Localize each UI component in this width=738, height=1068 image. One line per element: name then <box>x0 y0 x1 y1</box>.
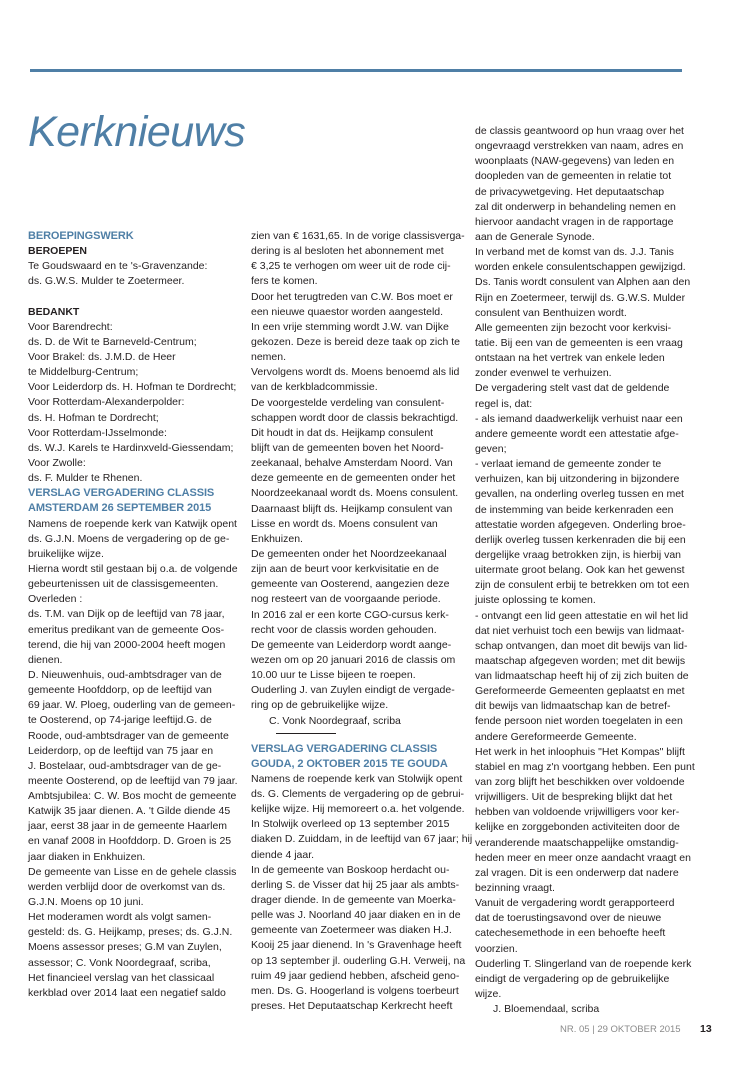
text-line: Te Goudswaard en te 's-Gravenzande: <box>28 260 208 273</box>
text-line: Lisse en wordt ds. Moens consulent van <box>251 517 438 530</box>
text-line: ds. F. Mulder te Rhenen. <box>28 472 143 485</box>
text-line: De gemeente van Leiderdorp wordt aange- <box>251 638 452 651</box>
text-line: aan de Generale Synode. <box>475 230 595 243</box>
text-line: zeekanaal, behalve Amsterdam Noord. Van <box>251 457 453 470</box>
text-line: dering is al besloten het abonnement met <box>251 245 444 258</box>
text-line: fende persoon niet worden toegelaten in een <box>475 715 683 728</box>
text-line: de instemming van beide kerkenraden een <box>475 503 674 516</box>
text-line: gevallen, na onderling overleg tussen en met <box>475 488 684 501</box>
text-line: drager diende. In de gemeente van Moerka- <box>251 894 456 907</box>
text-line: nog resteert van de voorgaande periode. <box>251 593 441 606</box>
text-line: fers te komen. <box>251 275 318 288</box>
text-line: Door het terugtreden van C.W. Bos moet er <box>251 290 453 303</box>
text-line: doopleden van de gemeenten in relatie tot <box>475 170 672 183</box>
section-heading: VERSLAG VERGADERING CLASSIS <box>251 742 438 755</box>
text-line: hiervoor aandacht vragen in de rapportage <box>475 215 674 228</box>
text-line: stabiel en mag z'n voortgang hebben. Een punt <box>475 760 695 773</box>
text-line: dat de toerustingsavond over de nieuwe <box>475 912 662 925</box>
text-line: D. Nieuwenhuis, oud-ambtsdrager van de <box>28 668 222 681</box>
text-line: gemeente van Oosterend, aangezien deze <box>251 578 450 591</box>
text-line: Namens de roepende kerk van Stolwijk opent <box>251 772 463 785</box>
text-line: dat niet verhuist toch een bewijs van lidmaat- <box>475 624 685 637</box>
text-line: de classis geantwoord op hun vraag over het <box>475 125 684 137</box>
text-line: zonder evenwel te verhuizen. <box>475 367 612 380</box>
text-line: vrijwilligers. Uit de bespreking blijkt dat het <box>475 791 673 804</box>
text-line: Het werk in het inloophuis "Het Kompas" blijft <box>475 745 685 758</box>
section-heading: VERSLAG VERGADERING CLASSIS <box>28 487 215 500</box>
text-line: Kooij 25 jaar dienend. In 's Gravenhage heeft <box>251 939 462 952</box>
text-line: zijn aan de beurt voor kerkvisitatie en de <box>251 563 439 576</box>
column-3 <box>475 124 695 1017</box>
issue-info: NR. 05 | 29 OKTOBER 2015 <box>560 1024 681 1035</box>
top-rule <box>30 69 682 72</box>
text-line: zijn de consulent erbij te betrekken om tot een <box>475 579 690 592</box>
text-line: zal vragen. Dit is een onderwerp dat nadere <box>475 866 679 879</box>
text-line: verhuizen, kan bij uitzondering in bijzondere <box>475 473 680 486</box>
subheading: BEROEPEN <box>28 245 87 258</box>
text-line: recht voor de classis worden gehouden. <box>251 623 437 636</box>
text-line: Ds. Tanis wordt consulent van Alphen aan den <box>475 276 691 289</box>
text-line: Voor Rotterdam-IJsselmonde: <box>28 426 167 439</box>
text-line: geven; <box>475 442 507 455</box>
text-line: pelle was J. Noorland 40 jaar diaken en in de <box>251 909 461 922</box>
section-heading: GOUDA, 2 OKTOBER 2015 TE GOUDA <box>251 757 448 770</box>
text-line: schap ontvangen, dan moet dit bewijs van lid- <box>475 639 688 652</box>
text-line: Katwijk 35 jaar dienen. A. 't Gilde diende 45 <box>28 805 231 818</box>
text-line: J. Bostelaar, oud-ambtsdrager van de ge- <box>28 759 222 772</box>
text-line: van de kerkbladcommissie. <box>251 381 378 394</box>
text-line: Namens de roepende kerk van Katwijk opent <box>28 517 237 530</box>
text-line: De gemeente van Lisse en de gehele classis <box>28 865 237 878</box>
text-line: meente Oosterend, op de leeftijd van 79 jaar. <box>28 774 238 787</box>
text-line: ds. G.W.S. Mulder te Zoetermeer. <box>28 275 185 288</box>
text-line: Overleden : <box>28 593 83 606</box>
text-line: attestatie worden afgegeven. Onderling broe- <box>475 518 686 531</box>
text-line: Voor Brakel: ds. J.M.D. de Heer <box>28 350 176 363</box>
text-line: woonplaats (NAW-gegevens) van leden en <box>475 155 675 168</box>
text-line: hebben van voldoende vrijwilligers voor ker- <box>475 806 680 819</box>
text-line: en vanaf 2008 in Hoofddorp. D. Groen is 25 <box>28 835 232 848</box>
text-line: tatie. Bij een van de gemeenten is een vraag <box>475 336 683 349</box>
text-line: Voor Zwolle: <box>28 456 86 469</box>
text-line: gebeurtenissen uit de classisgemeenten. <box>28 578 219 591</box>
page-number: 13 <box>700 1023 712 1035</box>
section-divider <box>276 733 336 734</box>
text-line: ontstaan na het vertrek van enkele leden <box>475 352 665 365</box>
text-line: - ontvangt een lid geen attestatie en wil het lid <box>475 609 689 622</box>
text-line: ongevraagd verstrekken van naam, adres en <box>475 140 684 153</box>
text-line: Voor Leiderdorp ds. H. Hofman te Dordrecht; <box>28 381 237 394</box>
text-line: ds. H. Hofman te Dordrecht; <box>28 411 159 424</box>
text-line: gemeente van Zoetermeer was diaken H.J. <box>251 924 452 937</box>
text-line: € 3,25 te verhogen om weer uit de rode cij- <box>251 260 451 273</box>
text-line: te Middelburg-Centrum; <box>28 366 139 379</box>
text-line: Daarnaast blijft ds. Heijkamp consulent van <box>251 502 453 515</box>
text-line: op 13 september jl. ouderling G.H. Verweij, na <box>251 954 466 967</box>
text-line: - verlaat iemand de gemeente zonder te <box>475 458 662 471</box>
text-line: eindigt de vergadering op de gebruikelijke <box>475 972 670 985</box>
text-line: ds. G.J.N. Moens de vergadering op de ge- <box>28 532 230 545</box>
text-line: - als iemand daadwerkelijk verhuist naar een <box>475 412 683 425</box>
signature: J. Bloemendaal, scriba <box>493 1003 600 1016</box>
text-line: diaken D. Zuiddam, in de leeftijd van 67 jaar; hij <box>251 833 473 846</box>
text-line: jaar diaken in Enkhuizen. <box>28 850 146 863</box>
text-line: van lidmaatschap heeft hij of zij zich buiten de <box>475 670 689 683</box>
text-line: worden enkele consulentschappen gewijzigd. <box>475 261 686 274</box>
text-line: schappen wordt door de classis bekrachtigd. <box>251 411 459 424</box>
text-line: Ouderling J. van Zuylen eindigt de vergade- <box>251 684 455 697</box>
text-line: werden verblijd door de overkomst van ds. <box>28 880 226 893</box>
text-line: In de gemeente van Boskoop herdacht ou- <box>251 863 450 876</box>
text-line: van zorg blijft het beschikken over voldoende <box>475 776 685 789</box>
text-line: gekozen. Deze is bereid deze taak op zich te <box>251 335 460 348</box>
text-line: Ambtsjubilea: C. W. Bos mocht de gemeente <box>28 790 237 803</box>
text-line: assessor; C. Vonk Noordegraaf, scriba, <box>28 956 211 969</box>
text-line: derling S. de Visser dat hij 25 jaar als ambts- <box>251 878 460 891</box>
text-line: dienen. <box>28 653 63 666</box>
text-line: wijze. <box>475 988 502 1001</box>
text-line: De gemeenten onder het Noordzeekanaal <box>251 547 447 560</box>
text-line: de privacywetgeving. Het deputaatschap <box>475 185 665 198</box>
text-line: zal dit onderwerp in behandeling nemen en <box>475 200 676 213</box>
page-title: Kerknieuws <box>28 108 246 156</box>
text-line: G.J.N. Moens op 10 juni. <box>28 896 144 909</box>
text-line: De voorgestelde verdeling van consulent- <box>251 396 445 409</box>
text-line: Roode, oud-ambtsdrager van de gemeente <box>28 729 229 742</box>
text-line: Dit houdt in dat ds. Heijkamp consulent <box>251 426 434 439</box>
text-line: jaar, eerst 38 jaar in de gemeente Haarlem <box>28 820 228 833</box>
text-line: 10.00 uur te Lisse bijeen te roepen. <box>251 669 416 682</box>
text-line: dit bewijs van lidmaatschap kan de betref- <box>475 700 671 713</box>
text-line: Gereformeerde Gemeenten geplaatst en met <box>475 685 685 698</box>
text-line: wezen om op 20 januari 2016 de classis om <box>251 653 456 666</box>
column-2 <box>251 229 473 1014</box>
section-heading: AMSTERDAM 26 SEPTEMBER 2015 <box>28 502 212 515</box>
text-line: dergelijke vraag betrokken zijn, is hierbij van <box>475 548 682 561</box>
text-line: derlijk overleg tussen kerkenraden die bij een <box>475 533 686 546</box>
text-line: te Oosterend, op 74-jarige leeftijd.G. de <box>28 714 212 727</box>
text-line: Noordzeekanaal wordt ds. Moens consulent. <box>251 487 459 500</box>
text-line: gesteld: ds. G. Heijkamp, preses; ds. G.J.N. <box>28 926 233 939</box>
text-line: Moens assessor preses; G.M van Zuylen, <box>28 941 222 954</box>
text-line: kerkblad over 2014 laat een negatief saldo <box>28 986 226 999</box>
text-line: andere Gereformeerde Gemeente. <box>475 730 637 743</box>
text-line: In verband met de komst van ds. J.J. Tanis <box>475 246 674 259</box>
text-line: veranderende maatschappelijke omstandig- <box>475 836 679 849</box>
text-line: consulent van Benthuizen wordt. <box>475 306 627 319</box>
text-line: Het financieel verslag van het classicaal <box>28 971 215 984</box>
text-line: blijft van de gemeenten boven het Noord- <box>251 441 444 454</box>
text-line: heden meer en meer onze aandacht vraagt en <box>475 851 691 864</box>
text-line: In een vrije stemming wordt J.W. van Dijke <box>251 320 449 333</box>
text-line: andere gemeente wordt een attestatie afge- <box>475 427 679 440</box>
text-line: terend, die hij van 2000-2004 heeft mogen <box>28 638 226 651</box>
text-line: gemeente Hoofddorp, op de leeftijd van <box>28 684 212 697</box>
text-line: ds. T.M. van Dijk op de leeftijd van 78 jaar, <box>28 608 225 621</box>
text-line: Vanuit de vergadering wordt gerapporteerd <box>475 897 675 910</box>
text-line: emeritus predikant van de gemeente Oos- <box>28 623 225 636</box>
text-line: ds. W.J. Karels te Hardinxveld-Giessendam; <box>28 441 234 454</box>
text-line: bezinning vraagt. <box>475 882 555 895</box>
text-line: men. Ds. G. Hoogerland is volgens toerbeurt <box>251 984 459 997</box>
section-heading: BEROEPINGSWERK <box>28 230 134 242</box>
text-line: Ouderling T. Slingerland van de roepende kerk <box>475 957 692 970</box>
subheading: BEDANKT <box>28 305 80 318</box>
text-line: nemen. <box>251 351 287 364</box>
signature: C. Vonk Noordegraaf, scriba <box>269 714 401 727</box>
text-line: Enkhuizen. <box>251 532 303 545</box>
text-line: In 2016 zal er een korte CGO-cursus kerk- <box>251 608 449 621</box>
text-line: preses. Het Deputaatschap Kerkrecht heeft <box>251 1000 453 1013</box>
text-line: diende 4 jaar. <box>251 848 315 861</box>
text-line: bruikelijke wijze. <box>28 547 104 560</box>
text-line: In Stolwijk overleed op 13 september 2015 <box>251 818 450 831</box>
text-line: ring op de gebruikelijke wijze. <box>251 699 389 712</box>
spacer <box>28 290 240 305</box>
text-line: 69 jaar. W. Ploeg, ouderling van de gemeen- <box>28 699 236 712</box>
text-line: maatschap afgegeven worden; met dit bewijs <box>475 654 686 667</box>
text-line: ruim 49 jaar gediend hebben, afscheid geno- <box>251 969 460 982</box>
text-line: Voor Barendrecht: <box>28 320 113 333</box>
text-line: De vergadering stelt vast dat de geldende <box>475 382 670 395</box>
text-line: zien van € 1631,65. In de vorige classisverga- <box>251 230 465 242</box>
text-line: catechesemethode in een behoefte heeft <box>475 927 666 940</box>
column-1 <box>28 229 240 1001</box>
text-line: Vervolgens wordt ds. Moens benoemd als lid <box>251 366 460 379</box>
text-line: Hierna wordt stil gestaan bij o.a. de volgende <box>28 562 238 575</box>
text-line: juiste oplossing te komen. <box>475 594 596 607</box>
text-line: deze gemeente en de gemeenten onder het <box>251 472 456 485</box>
text-line: Leiderdorp, op de leeftijd van 75 jaar en <box>28 744 214 757</box>
text-line: Het moderamen wordt als volgt samen- <box>28 911 212 924</box>
text-line: kelijke en zorggebonden activiteiten door de <box>475 821 680 834</box>
text-line: ds. D. de Wit te Barneveld-Centrum; <box>28 335 197 348</box>
text-line: Alle gemeenten zijn bezocht voor kerkvisi- <box>475 321 672 334</box>
text-line: Voor Rotterdam-Alexanderpolder: <box>28 396 185 409</box>
text-line: ds. G. Clements de vergadering op de gebrui- <box>251 788 465 801</box>
text-line: Rijn en Zoetermeer, terwijl ds. G.W.S. Mulder <box>475 291 686 304</box>
text-line: regel is, dat: <box>475 397 533 410</box>
text-line: uitermate groot belang. Ook kan het gewenst <box>475 564 685 577</box>
text-line: kelijke wijze. Hij memoreert o.a. het volgende. <box>251 803 465 816</box>
text-line: voorzien. <box>475 942 518 955</box>
text-line: een nieuwe quaestor worden aangesteld. <box>251 305 444 318</box>
